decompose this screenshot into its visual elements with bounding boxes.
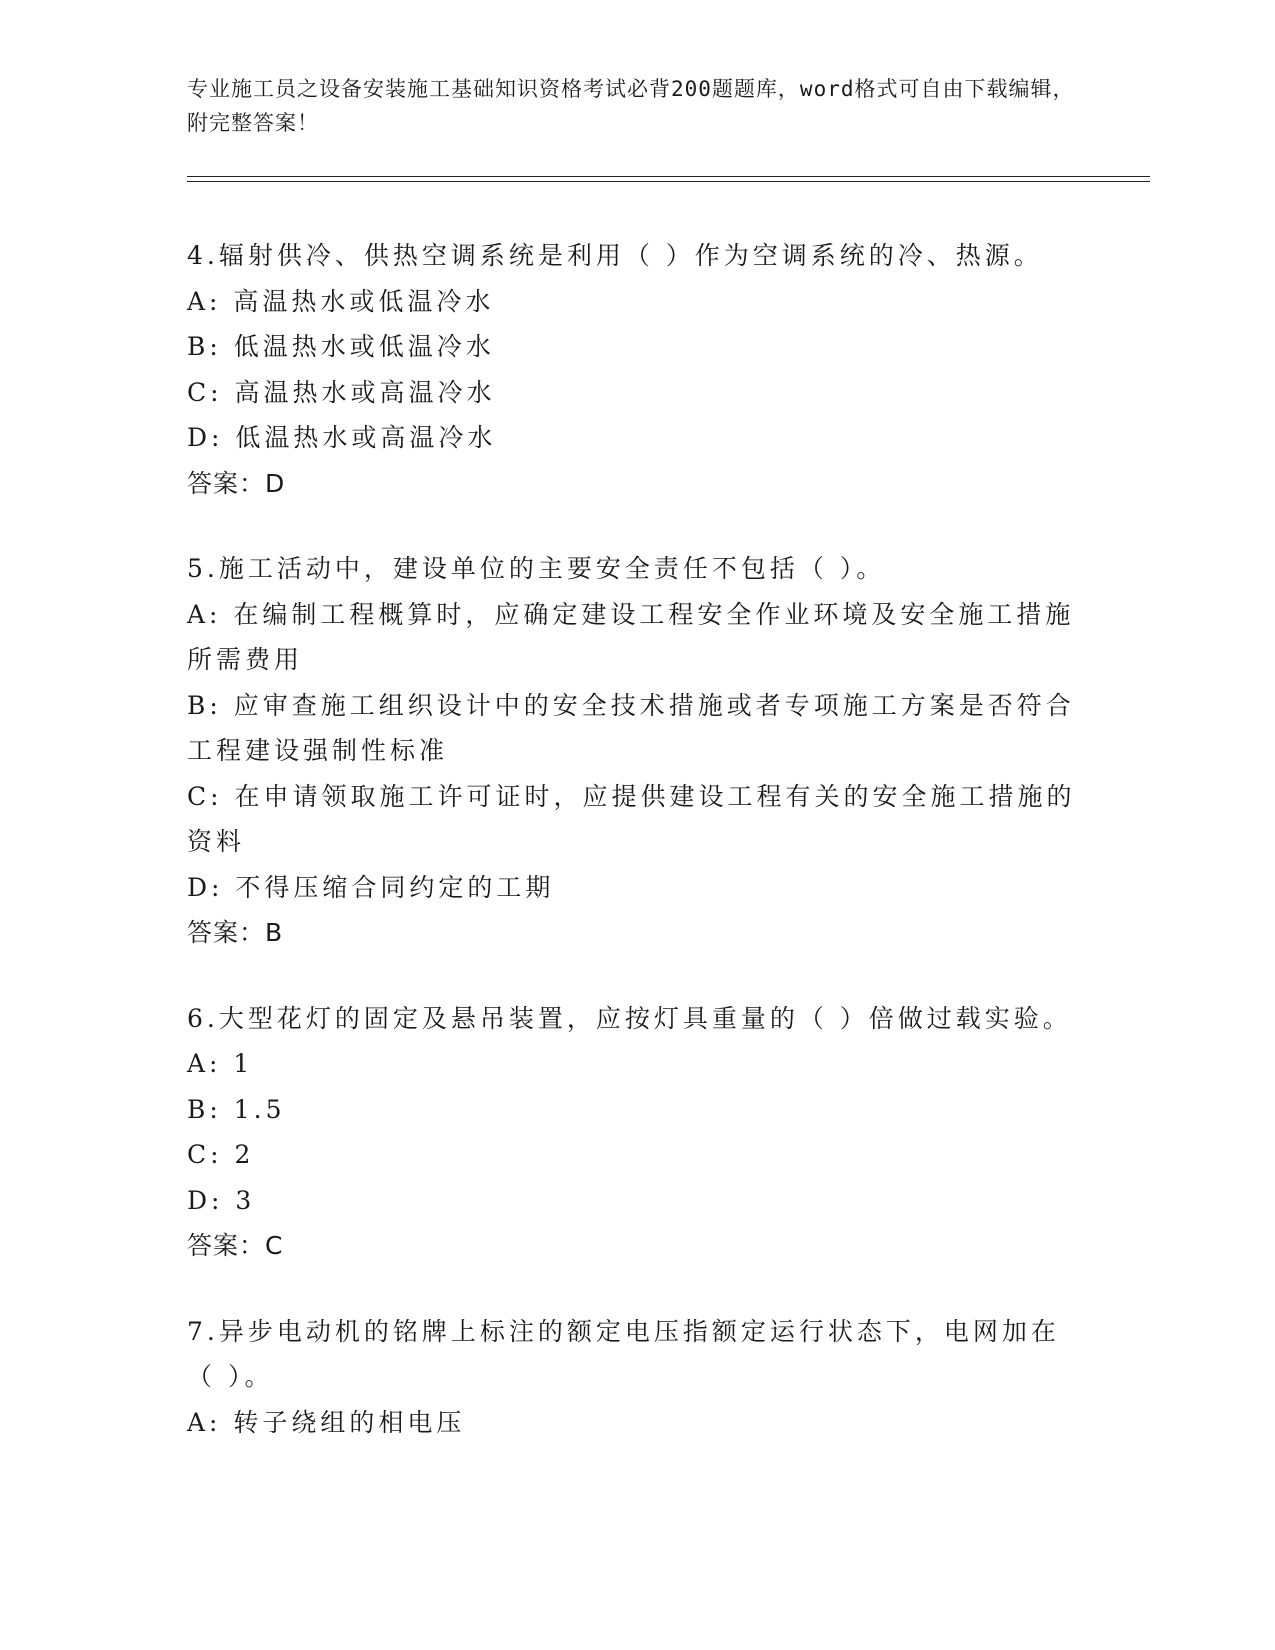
option-c: C: 在申请领取施工许可证时，应提供建设工程有关的安全施工措施的资料 (187, 781, 1076, 856)
option-b: B: 1.5 (187, 1094, 286, 1124)
answer: 答案：C (187, 1231, 284, 1260)
question-7 (187, 1309, 1087, 1446)
answer: 答案：B (187, 918, 284, 947)
question-4 (187, 233, 1087, 506)
question-stem: 7.异步电动机的铭牌上标注的额定电压指额定运行状态下，电网加在（ ）。 (187, 1316, 1060, 1391)
option-b: B: 低温热水或低温冷水 (187, 332, 495, 361)
option-c: C: 高温热水或高温冷水 (187, 377, 496, 407)
header-divider-bottom (187, 181, 1150, 182)
option-a: A: 高温热水或低温冷水 (187, 286, 495, 316)
question-stem: 4.辐射供冷、供热空调系统是利用（ ）作为空调系统的冷、热源。 (187, 241, 1043, 270)
option-a: A: 1 (187, 1049, 254, 1078)
question-stem: 6.大型花灯的固定及悬吊装置，应按灯具重量的（ ）倍做过载实验。 (187, 1003, 1072, 1033)
option-d: D: 不得压缩合同约定的工期 (187, 872, 555, 902)
option-d: D: 低温热水或高温冷水 (187, 423, 497, 452)
option-b: B: 应审查施工组织设计中的安全技术措施或者专项施工方案是否符合工程建设强制性标准 (187, 690, 1075, 765)
question-stem: 5.施工活动中，建设单位的主要安全责任不包括（ ）。 (187, 554, 886, 583)
question-6 (187, 996, 1087, 1269)
question-list (187, 233, 1087, 1485)
option-a: A: 转子绕组的相电压 (187, 1407, 466, 1437)
option-a: A: 在编制工程概算时，应确定建设工程安全作业环境及安全施工措施所需费用 (187, 599, 1075, 674)
question-5 (187, 546, 1087, 956)
header-divider-top (187, 176, 1150, 177)
document-header: 专业施工员之设备安装施工基础知识资格考试必背200题题库，word格式可自由下载编辑，附完整答案！ (187, 77, 1075, 135)
option-c: C: 2 (187, 1140, 255, 1169)
answer: 答案：D (187, 468, 286, 498)
option-d: D: 3 (187, 1185, 256, 1215)
